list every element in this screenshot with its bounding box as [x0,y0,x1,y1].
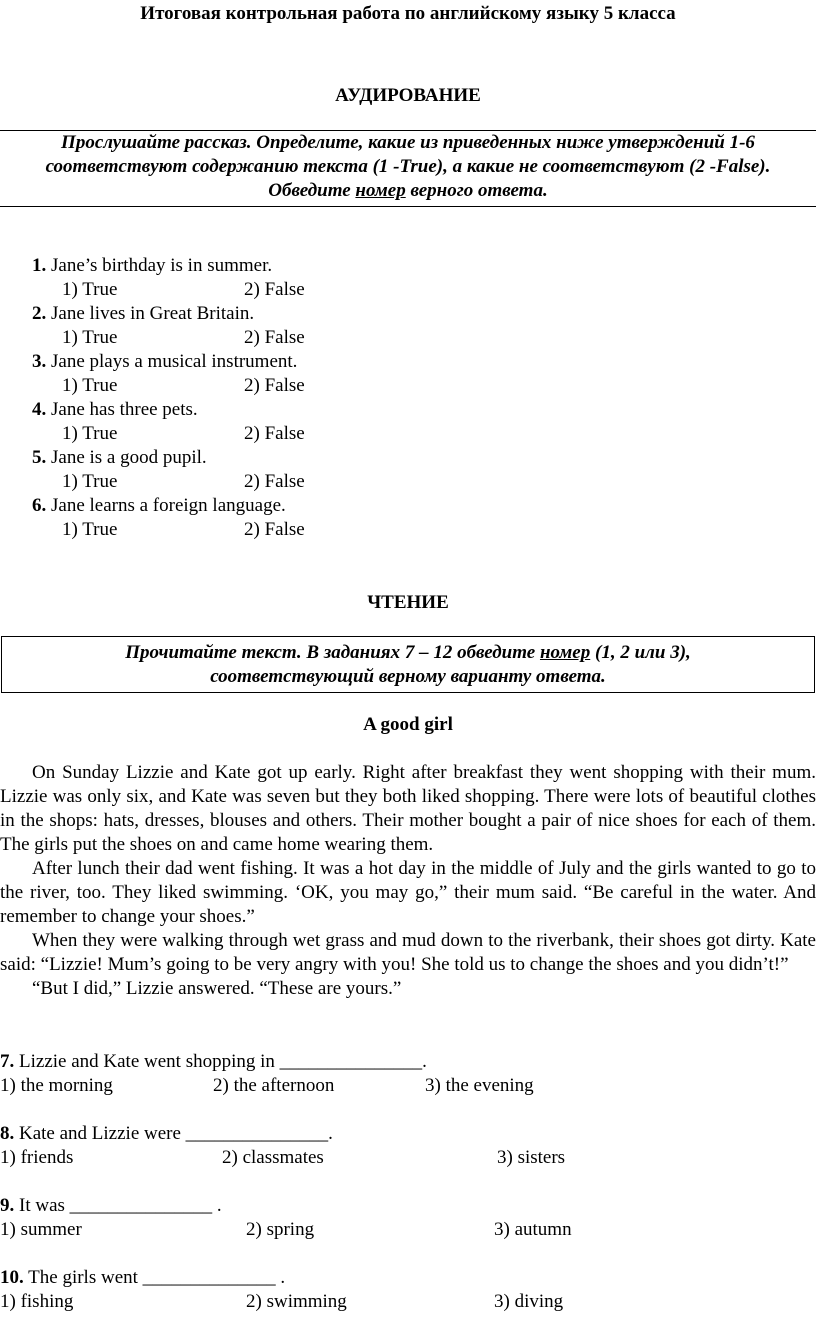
task-text: The girls went ______________ . [23,1267,286,1288]
option-false[interactable]: 2) False [244,423,305,444]
question-statement [32,494,297,518]
story-title: A good girl [363,714,453,735]
option-3[interactable]: 3) diving [494,1291,564,1312]
instruction-underlined-word: номер [539,642,591,663]
option-false[interactable]: 2) False [244,327,305,348]
task-stem [0,1122,816,1146]
task-number: 9. [0,1195,15,1216]
instruction-text: верного ответа. [405,180,548,201]
reading-heading: ЧТЕНИЕ [367,592,449,613]
task-options [0,1074,816,1098]
question-text: Jane is a good pupil. [46,447,207,468]
question-number: 2. [32,303,47,324]
story-paragraph: When they were walking through wet grass and mud down to the riverbank, their shoes got dirty. Kate said: “Lizzie! Mum’s going to be very angry with you! She told us to change the shoes and you didn’t!” [0,930,816,975]
task-text: Lizzie and Kate went shopping in _______________. [14,1051,427,1072]
option-1[interactable]: 1) summer [0,1219,82,1240]
instruction-text: (1, 2 или 3), [590,642,691,663]
option-true[interactable]: 1) True [62,471,118,492]
listening-instruction [0,130,816,207]
option-false[interactable]: 2) False [244,519,305,540]
task-number: 8. [0,1123,15,1144]
question-statement [32,302,297,326]
option-true[interactable]: 1) True [62,519,118,540]
reading-task [0,1194,816,1242]
answer-options [32,374,305,398]
task-number: 10. [0,1267,24,1288]
option-2[interactable]: 2) swimming [246,1291,347,1312]
question-statement [32,398,297,422]
question-number: 3. [32,351,47,372]
question-text: Jane learns a foreign language. [46,495,286,516]
option-2[interactable]: 2) spring [246,1219,315,1240]
task-options [0,1146,816,1170]
option-3[interactable]: 3) autumn [494,1219,572,1240]
task-stem [0,1194,816,1218]
question-statement [32,446,297,470]
reading-task [0,1266,816,1314]
task-text: It was _______________ . [14,1195,222,1216]
answer-options [32,518,305,542]
instruction-text: Прочитайте текст. В заданиях 7 – 12 обведите [125,642,540,663]
answer-options [32,278,305,302]
task-number: 7. [0,1051,15,1072]
listening-instruction-line1: Прослушайте рассказ. Определите, какие из приведенных ниже утверждений 1-6 [61,132,755,153]
instruction-text: Обведите [268,180,356,201]
listening-question-list [32,254,305,542]
option-false[interactable]: 2) False [244,471,305,492]
option-true[interactable]: 1) True [62,279,118,300]
listening-heading: АУДИРОВАНИЕ [335,85,481,106]
story-paragraph: On Sunday Lizzie and Kate got up early. Right after breakfast they went shopping with their mum. Lizzie was only six, and Kate was seven but they both liked shopping. There were lots of beautiful clothes in the shops: hats, dresses, blouses and others. Their mother bought a pair of nice shoes for each of them. The girls put the shoes on and came home wearing them. [0,762,816,855]
reading-instruction-line1 [2,641,814,665]
option-3[interactable]: 3) the evening [425,1075,534,1096]
option-3[interactable]: 3) sisters [497,1147,566,1168]
option-false[interactable]: 2) False [244,279,305,300]
answer-options [32,470,305,494]
question-number: 1. [32,255,47,276]
story-text [0,761,816,1001]
question-number: 6. [32,495,47,516]
task-options [0,1290,816,1314]
task-text: Kate and Lizzie were _______________. [14,1123,333,1144]
question-text: Jane plays a musical instrument. [46,351,298,372]
task-stem [0,1050,816,1074]
question-statement [32,254,297,278]
reading-task [0,1122,816,1170]
option-1[interactable]: 1) friends [0,1147,74,1168]
instruction-underlined-word: номер [355,180,406,201]
option-1[interactable]: 1) fishing [0,1291,74,1312]
story-paragraph: “But I did,” Lizzie answered. “These are yours.” [32,978,402,999]
question-text: Jane’s birthday is in summer. [46,255,273,276]
page-title: Итоговая контрольная работа по английскому языку 5 класса [140,3,676,24]
question-text: Jane has three pets. [46,399,198,420]
reading-task [0,1050,816,1098]
question-statement [32,350,297,374]
question-text: Jane lives in Great Britain. [46,303,255,324]
option-false[interactable]: 2) False [244,375,305,396]
task-options [0,1218,816,1242]
option-true[interactable]: 1) True [62,375,118,396]
listening-instruction-line3 [0,179,816,203]
answer-options [32,422,305,446]
option-true[interactable]: 1) True [62,327,118,348]
reading-instruction [1,636,815,693]
option-true[interactable]: 1) True [62,423,118,444]
option-1[interactable]: 1) the morning [0,1075,113,1096]
question-number: 4. [32,399,47,420]
listening-instruction-line2: соответствуют содержанию текста (1 -True), а какие не соответствуют (2 -False). [45,156,771,177]
task-stem [0,1266,816,1290]
answer-options [32,326,305,350]
question-number: 5. [32,447,47,468]
option-2[interactable]: 2) classmates [222,1147,324,1168]
option-2[interactable]: 2) the afternoon [213,1075,335,1096]
reading-instruction-line2: соответствующий верному варианту ответа. [210,666,606,687]
story-paragraph: After lunch their dad went fishing. It was a hot day in the middle of July and the girls wanted to go to the river, too. They liked swimming. ‘OK, you may go,” their mum said. “Be careful in the water. And remember to change your shoes.” [0,858,816,927]
